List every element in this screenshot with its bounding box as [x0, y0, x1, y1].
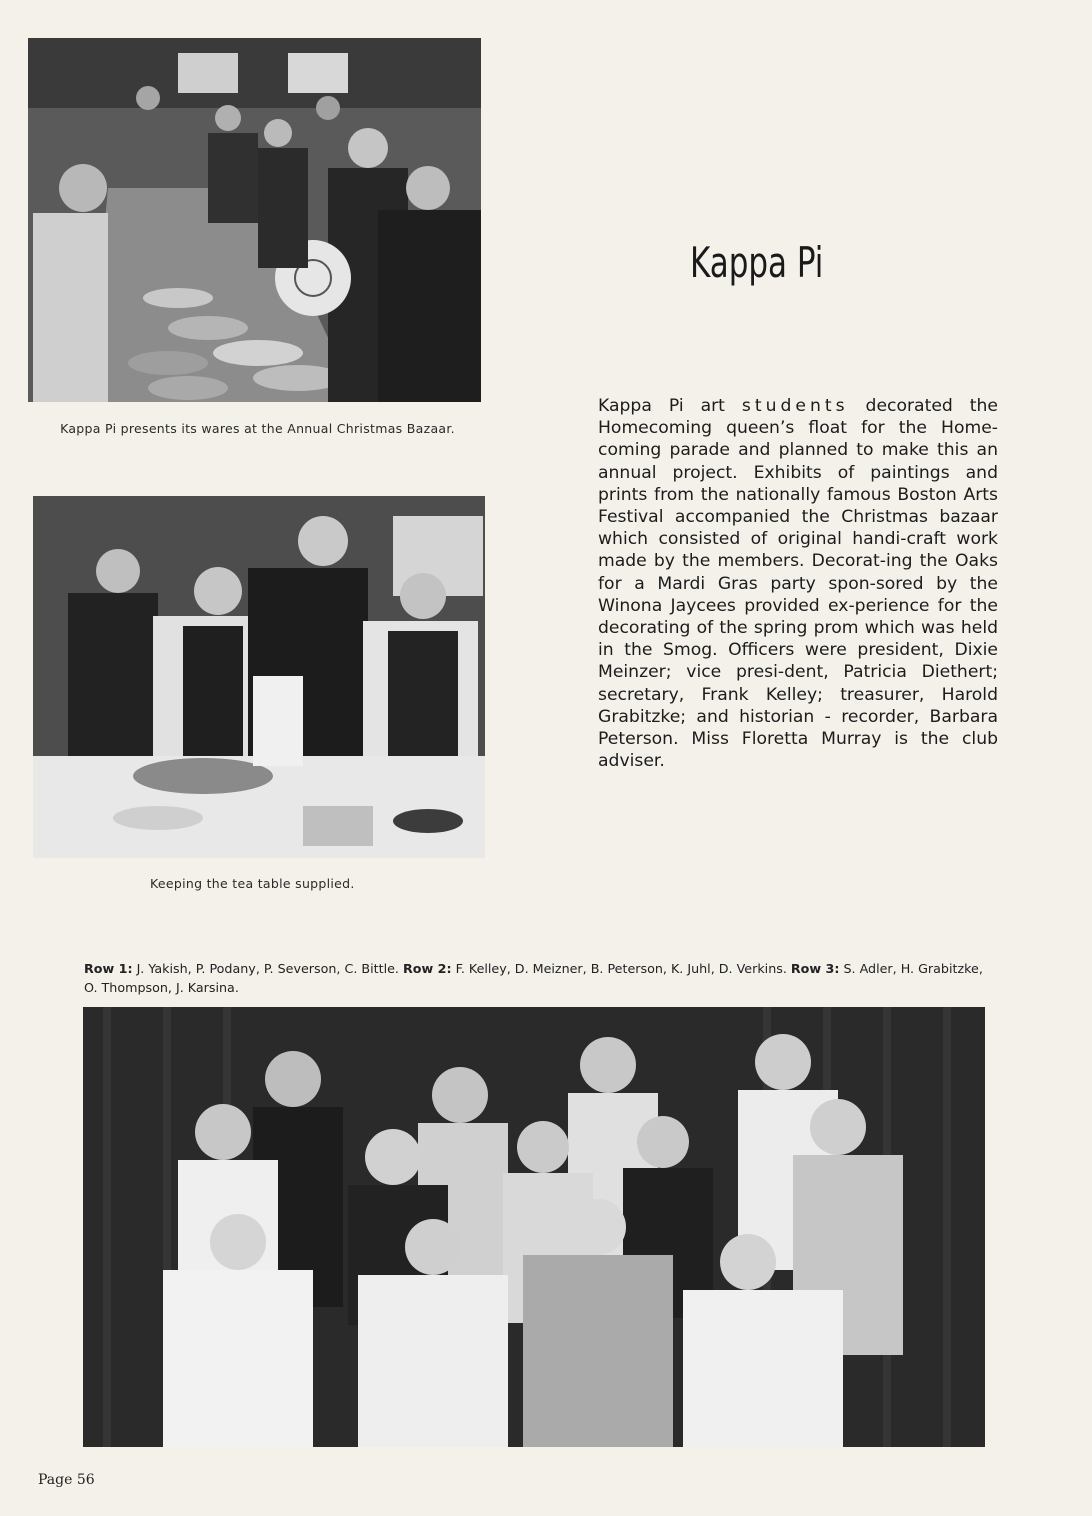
row-3-label: Row 3: [790, 961, 840, 976]
body-text-rest: decorated the Homecoming queen’s float for the Home-coming parade and planned to make this an annual project. Exhibits of paintings and prints from the nationally famous Boston Arts Festival accompanied the Christmas bazaar which consisted of original handi-craft work made by the members. Decorat-ing the Oaks for a Mardi Gras party spon-sored by the Winona Jaycees provided ex-perience for the decorating of the spring prom which was held in the Smog. Officers were president, Dixie Meinzer; vice presi-dent, Patricia Diethert; secretary, Frank Kelley; treasurer, Harold Grabitzke; and historian - recorder, Barbara Peterson. Miss Floretta Murray is the club adviser. [598, 396, 998, 772]
row-1-names: J. Yakish, P. Podany, P. Severson, C. Bittle. [132, 961, 403, 976]
body-text-start: Kappa Pi art [598, 396, 742, 416]
page-number: Page 56 [38, 1472, 95, 1488]
club-description [598, 395, 998, 772]
row-2-names: F. Kelley, D. Meizner, B. Peterson, K. Juhl, D. Verkins. [451, 961, 791, 976]
row-2-label: Row 2: [403, 961, 452, 976]
group-photo [83, 1007, 985, 1447]
tea-table-photo-caption: Keeping the tea table supplied. [150, 876, 355, 891]
page-title: Kappa Pi [690, 238, 824, 287]
tea-table-photo [33, 496, 485, 858]
row-3-names: S. Adler, H. Grabitzke, O. Thompson, J. Karsina. [84, 961, 983, 995]
bazaar-photo-caption: Kappa Pi presents its wares at the Annual Christmas Bazaar. [60, 421, 455, 436]
bazaar-photo [28, 38, 481, 402]
row-1-label: Row 1: [84, 961, 133, 976]
body-text-spaced-word: students [741, 396, 849, 416]
member-roster [84, 959, 989, 997]
